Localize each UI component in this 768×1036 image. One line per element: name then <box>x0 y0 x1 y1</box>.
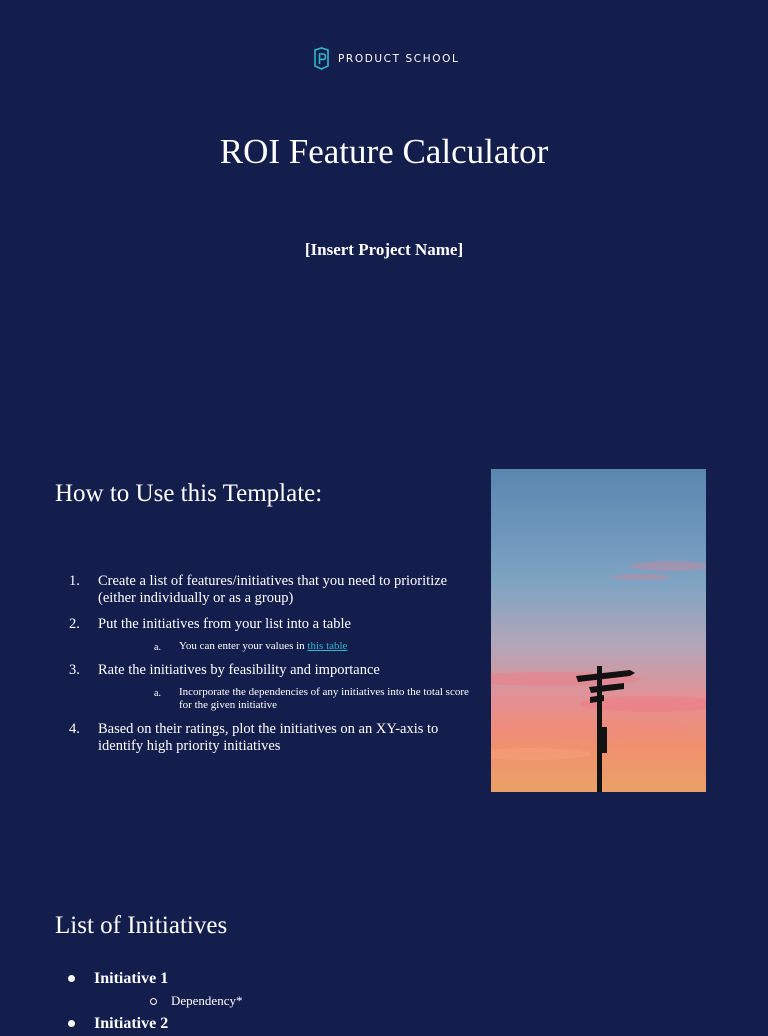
product-school-logo <box>313 47 459 70</box>
step-text: Rate the initiatives by feasibility and importance <box>98 662 380 678</box>
howto-heading: How to Use this Template: <box>55 480 323 507</box>
bullet-icon <box>68 975 75 982</box>
sub-step-text: Incorporate the dependencies of any initiatives into the total score for the given initiative <box>179 686 469 711</box>
initiatives-heading: List of Initiatives <box>55 912 228 939</box>
dependency-label: Dependency* <box>171 993 243 1008</box>
signpost-sunset-image <box>491 469 706 792</box>
this-table-link[interactable]: this table <box>307 640 348 652</box>
step-number: 4. <box>69 721 80 737</box>
sub-step-letter: a. <box>154 688 161 699</box>
list-item <box>55 966 242 1011</box>
sub-step <box>98 686 475 712</box>
initiative-label: Initiative 2 <box>94 1015 169 1032</box>
step-item <box>55 662 475 712</box>
sub-step-text: You can enter your values in <box>179 640 308 652</box>
brand-name: PRODUCT SCHOOL <box>338 52 460 65</box>
step-item <box>55 616 475 653</box>
signpost-sunset-photo <box>491 469 706 792</box>
product-school-logo-icon <box>313 47 330 70</box>
step-number: 3. <box>69 662 80 678</box>
initiative-label: Initiative 1 <box>94 970 169 987</box>
step-text: Create a list of features/initiatives that you need to prioritize (either individually or as a group) <box>98 573 448 606</box>
howto-steps <box>55 573 475 755</box>
step-text: Put the initiatives from your list into a table <box>98 616 351 632</box>
step-item <box>55 721 475 755</box>
sub-step <box>98 640 475 653</box>
step-text: Based on their ratings, plot the initiatives on an XY-axis to identify high priority initiatives <box>98 721 439 754</box>
step-number: 2. <box>69 616 80 632</box>
step-item <box>55 573 475 607</box>
initiatives-list <box>55 966 242 1036</box>
step-number: 1. <box>69 573 80 589</box>
hollow-bullet-icon <box>150 998 157 1005</box>
project-name: [Insert Project Name] <box>304 240 464 259</box>
sub-step-letter: a. <box>154 642 161 653</box>
page-title: ROI Feature Calculator <box>219 132 549 171</box>
dependency-item <box>94 991 242 1011</box>
